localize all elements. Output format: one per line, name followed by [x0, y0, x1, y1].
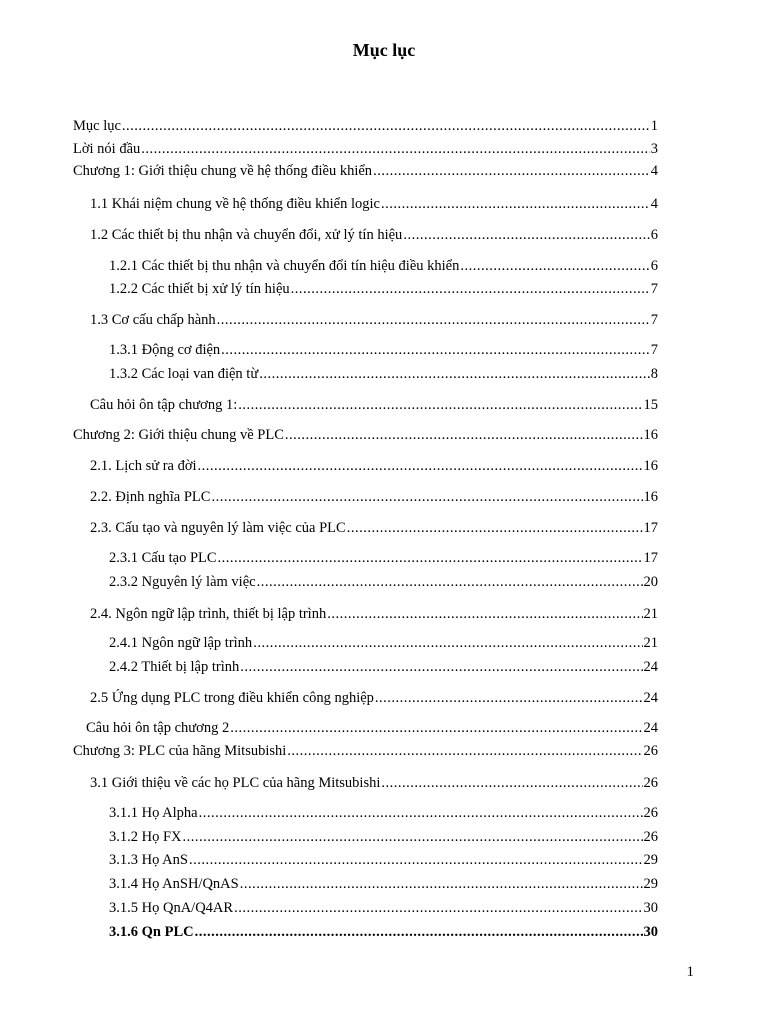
dot-leader	[141, 139, 649, 159]
toc-entry-3-1-4[interactable]	[109, 874, 658, 894]
toc-entry-page: 24	[643, 659, 658, 675]
toc-entry-page: 26	[643, 775, 658, 791]
toc-entry-page: 7	[650, 342, 658, 358]
toc-entry-label: 2.4. Ngôn ngữ lập trình, thiết bị lập trình	[90, 606, 327, 622]
toc-entry-page: 29	[643, 876, 658, 892]
toc-entry-2-3-2[interactable]	[109, 572, 658, 592]
dot-leader	[221, 340, 650, 360]
toc-entry-label: 3.1.3 Họ AnS	[109, 852, 188, 868]
toc-entry-1-2-2[interactable]	[109, 279, 658, 299]
toc-entry-1-3-1[interactable]	[109, 340, 658, 360]
toc-entry-page: 7	[650, 281, 658, 297]
toc-entry-page: 4	[650, 196, 658, 212]
toc-entry-page: 30	[643, 924, 658, 940]
toc-entry-label: 2.1. Lịch sử ra đời	[90, 458, 197, 474]
dot-leader	[234, 898, 642, 918]
dot-leader	[460, 256, 649, 276]
toc-entry-label: Chương 2: Giới thiệu chung về PLC	[73, 427, 284, 443]
toc-entry-label: 2.3. Cấu tạo và nguyên lý làm việc của PLC	[90, 520, 346, 536]
dot-leader	[211, 487, 642, 507]
dot-leader	[217, 310, 650, 330]
toc-entry-loi-noi-dau[interactable]	[73, 139, 658, 159]
toc-entry-2-4-1[interactable]	[109, 633, 658, 653]
toc-entry-1-3-2[interactable]	[109, 364, 658, 384]
toc-entry-1-2-1[interactable]	[109, 256, 658, 276]
toc-entry-page: 16	[643, 427, 658, 443]
toc-entry-2-5[interactable]	[90, 688, 658, 708]
toc-entry-label: 3.1.6 Qn PLC	[109, 924, 194, 940]
dot-leader	[291, 279, 650, 299]
dot-leader	[122, 116, 650, 136]
toc-entry-cau-hoi-1[interactable]	[90, 395, 658, 415]
dot-leader	[285, 425, 643, 445]
dot-leader	[403, 225, 649, 245]
toc-entry-cau-hoi-2[interactable]	[86, 718, 658, 738]
dot-leader	[195, 922, 643, 942]
toc-entry-label: 3.1.5 Họ QnA/Q4AR	[109, 900, 234, 916]
dot-leader	[183, 827, 643, 847]
toc-entry-page: 26	[643, 829, 658, 845]
dot-leader	[240, 657, 642, 677]
toc-entry-label: Chương 1: Giới thiệu chung về hệ thống điều khiển	[73, 163, 373, 179]
toc-entry-label: 3.1 Giới thiệu về các họ PLC của hãng Mitsubishi	[90, 775, 381, 791]
toc-entry-page: 20	[643, 574, 658, 590]
toc-entry-page: 7	[650, 312, 658, 328]
toc-entry-label: 2.3.2 Nguyên lý làm việc	[109, 574, 256, 590]
toc-entry-label: 1.2 Các thiết bị thu nhận và chuyển đổi, xử lý tín hiệu	[90, 227, 403, 243]
dot-leader	[230, 718, 642, 738]
toc-entry-label: 1.2.1 Các thiết bị thu nhận và chuyển đổi tín hiệu điều khiển	[109, 258, 460, 274]
dot-leader	[259, 364, 650, 384]
toc-entry-3-1[interactable]	[90, 773, 658, 793]
toc-entry-muc-luc[interactable]	[73, 116, 658, 136]
toc-entry-label: 3.1.2 Họ FX	[109, 829, 182, 845]
dot-leader	[373, 161, 650, 181]
toc-entry-page: 30	[643, 900, 658, 916]
dot-leader	[327, 604, 642, 624]
toc-entry-label: 2.5 Ứng dụng PLC trong điều khiển công nghiệp	[90, 690, 374, 706]
dot-leader	[287, 741, 642, 761]
toc-entry-page: 21	[643, 606, 658, 622]
toc-entry-2-4-2[interactable]	[109, 657, 658, 677]
toc-entry-label: 2.4.2 Thiết bị lập trình	[109, 659, 240, 675]
toc-entry-3-1-3[interactable]	[109, 850, 658, 870]
toc-entry-page: 16	[643, 458, 658, 474]
page-number: 1	[686, 964, 694, 980]
toc-entry-label: Mục lục	[73, 118, 121, 134]
toc-entry-page: 21	[643, 635, 658, 651]
dot-leader	[189, 850, 643, 870]
toc-entry-1-1[interactable]	[90, 194, 658, 214]
toc-entry-3-1-1[interactable]	[109, 803, 658, 823]
toc-entry-page: 6	[650, 227, 658, 243]
dot-leader	[347, 518, 643, 538]
toc-entry-2-3-1[interactable]	[109, 548, 658, 568]
toc-entry-label: 1.3.2 Các loại van điện từ	[109, 366, 259, 382]
toc-entry-label: 2.3.1 Cấu tạo PLC	[109, 550, 217, 566]
dot-leader	[218, 548, 643, 568]
toc-entry-1-3[interactable]	[90, 310, 658, 330]
toc-entry-page: 6	[650, 258, 658, 274]
toc-entry-page: 17	[643, 550, 658, 566]
toc-entry-page: 26	[643, 805, 658, 821]
dot-leader	[240, 874, 643, 894]
toc-entry-chuong-3[interactable]	[73, 741, 658, 761]
dot-leader	[198, 456, 643, 476]
toc-entry-page: 8	[650, 366, 658, 382]
toc-entry-page: 24	[643, 690, 658, 706]
toc-entry-label: Câu hỏi ôn tập chương 1:	[90, 397, 238, 413]
toc-entry-label: 3.1.1 Họ Alpha	[109, 805, 198, 821]
toc-entry-3-1-5[interactable]	[109, 898, 658, 918]
toc-entry-label: Chương 3: PLC của hãng Mitsubishi	[73, 743, 287, 759]
toc-entry-label: 2.4.1 Ngôn ngữ lập trình	[109, 635, 253, 651]
toc-entry-label: 1.3 Cơ cấu chấp hành	[90, 312, 216, 328]
dot-leader	[253, 633, 642, 653]
toc-entry-page: 4	[650, 163, 658, 179]
toc-entry-1-2[interactable]	[90, 225, 658, 245]
toc-entry-label: Câu hỏi ôn tập chương 2	[86, 720, 230, 736]
toc-entry-page: 3	[650, 141, 658, 157]
toc-entry-chuong-2[interactable]	[73, 425, 658, 445]
toc-entry-page: 1	[650, 118, 658, 134]
toc-entry-page: 16	[643, 489, 658, 505]
toc-entry-page: 24	[643, 720, 658, 736]
toc-entry-chuong-1[interactable]	[73, 161, 658, 181]
toc-entry-label: 2.2. Định nghĩa PLC	[90, 489, 211, 505]
toc-entry-label: Lời nói đầu	[73, 141, 141, 157]
toc-entry-2-4[interactable]	[90, 604, 658, 624]
toc-entry-label: 1.3.1 Động cơ điện	[109, 342, 221, 358]
toc-entry-page: 15	[643, 397, 658, 413]
toc-entry-2-1[interactable]	[90, 456, 658, 476]
toc-entry-3-1-2[interactable]	[109, 827, 658, 847]
page-title: Mục lục	[352, 40, 416, 60]
toc-entry-label: 1.1 Khái niệm chung về hệ thống điều khiển logic	[90, 196, 380, 212]
dot-leader	[238, 395, 642, 415]
dot-leader	[381, 773, 642, 793]
toc-entry-page: 29	[643, 852, 658, 868]
dot-leader	[257, 572, 643, 592]
dot-leader	[375, 688, 643, 708]
dot-leader	[381, 194, 650, 214]
toc-entry-2-2[interactable]	[90, 487, 658, 507]
toc-entry-label: 1.2.2 Các thiết bị xử lý tín hiệu	[109, 281, 290, 297]
toc-entry-2-3[interactable]	[90, 518, 658, 538]
toc-entry-page: 17	[643, 520, 658, 536]
toc-entry-3-1-6[interactable]	[109, 922, 658, 942]
toc-entry-label: 3.1.4 Họ AnSH/QnAS	[109, 876, 239, 892]
dot-leader	[199, 803, 643, 823]
toc-entry-page: 26	[643, 743, 658, 759]
